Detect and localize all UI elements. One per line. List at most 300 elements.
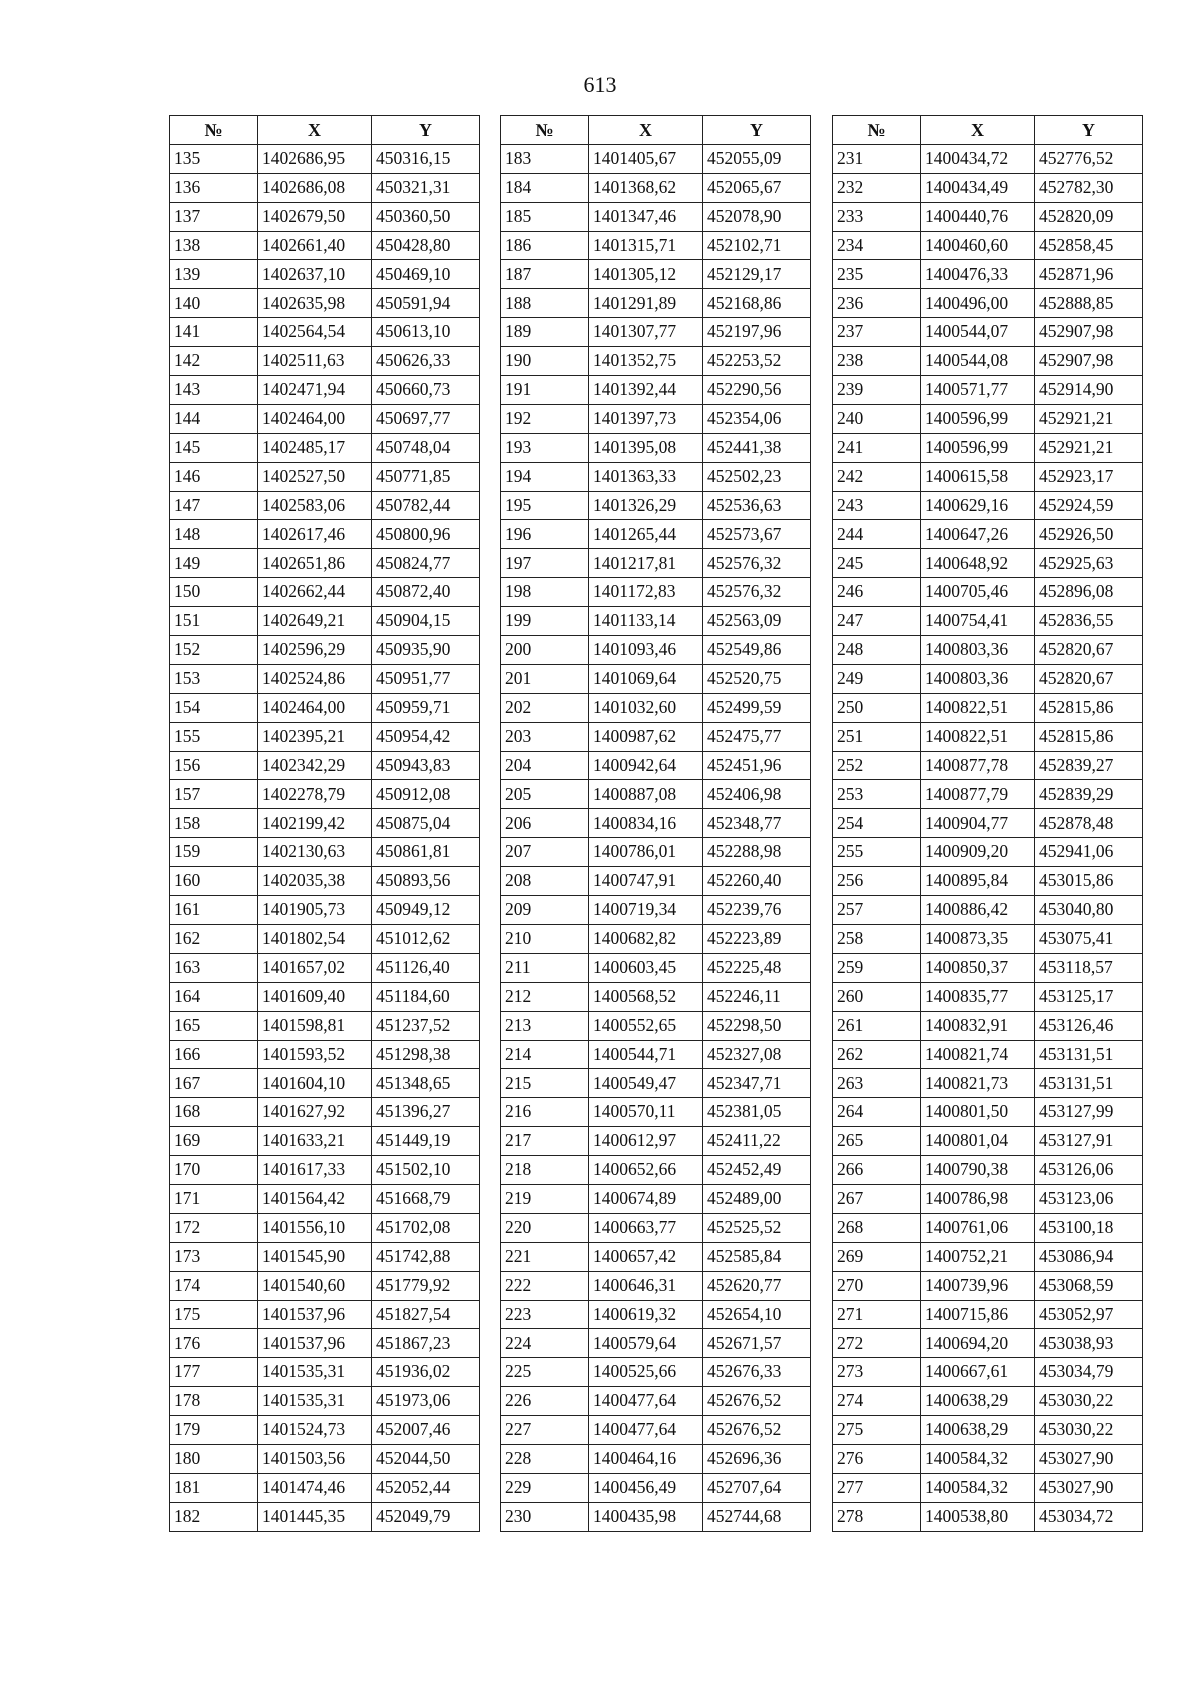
cell-x: 1400596,99 [921,433,1035,462]
cell-number: 138 [170,231,258,260]
cell-y: 453034,79 [1035,1358,1143,1387]
cell-y: 452576,32 [703,549,811,578]
cell-number: 166 [170,1040,258,1069]
cell-x: 1401609,40 [258,982,372,1011]
table-row [170,404,480,433]
table-row [170,347,480,376]
cell-y: 450771,85 [372,462,480,491]
cell-y: 450904,15 [372,607,480,636]
cell-x: 1400460,60 [921,231,1035,260]
cell-number: 263 [833,1069,921,1098]
cell-x: 1400715,86 [921,1300,1035,1329]
cell-number: 243 [833,491,921,520]
table-row [501,549,811,578]
column-header-number: № [501,116,589,145]
cell-number: 234 [833,231,921,260]
cell-number: 250 [833,693,921,722]
cell-x: 1401556,10 [258,1213,372,1242]
cell-y: 453068,59 [1035,1271,1143,1300]
table-row [170,953,480,982]
table-row [170,693,480,722]
cell-x: 1401395,08 [589,433,703,462]
cell-y: 452923,17 [1035,462,1143,491]
table-row [833,1300,1143,1329]
cell-number: 173 [170,1242,258,1271]
cell-x: 1400570,11 [589,1098,703,1127]
cell-x: 1401905,73 [258,896,372,925]
cell-y: 452907,98 [1035,318,1143,347]
cell-x: 1401363,33 [589,462,703,491]
table-row [170,1387,480,1416]
table-row [833,260,1143,289]
cell-x: 1400571,77 [921,376,1035,405]
cell-y: 452049,79 [372,1502,480,1531]
table-header-row [170,116,480,145]
table-row [833,953,1143,982]
table-row [501,607,811,636]
cell-number: 274 [833,1387,921,1416]
cell-x: 1402564,54 [258,318,372,347]
cell-number: 217 [501,1127,589,1156]
cell-x: 1400464,16 [589,1444,703,1473]
cell-number: 229 [501,1473,589,1502]
cell-y: 451449,19 [372,1127,480,1156]
cell-number: 210 [501,924,589,953]
table-row [170,520,480,549]
cell-y: 452576,32 [703,578,811,607]
cell-x: 1401172,83 [589,578,703,607]
cell-number: 182 [170,1502,258,1531]
cell-x: 1401405,67 [589,144,703,173]
cell-number: 275 [833,1416,921,1445]
cell-x: 1402649,21 [258,607,372,636]
cell-y: 452839,29 [1035,780,1143,809]
cell-y: 453127,91 [1035,1127,1143,1156]
cell-y: 452839,27 [1035,751,1143,780]
table-row [833,1040,1143,1069]
cell-y: 450469,10 [372,260,480,289]
cell-x: 1401537,96 [258,1329,372,1358]
cell-number: 206 [501,809,589,838]
cell-number: 140 [170,289,258,318]
cell-x: 1400646,31 [589,1271,703,1300]
cell-y: 450824,77 [372,549,480,578]
table-row [501,144,811,173]
table-row [170,1329,480,1358]
cell-y: 452878,48 [1035,809,1143,838]
cell-y: 452065,67 [703,173,811,202]
cell-number: 276 [833,1444,921,1473]
cell-x: 1401217,81 [589,549,703,578]
cell-number: 223 [501,1300,589,1329]
table-row [170,1069,480,1098]
cell-x: 1400790,38 [921,1156,1035,1185]
cell-number: 245 [833,549,921,578]
table-row [501,896,811,925]
cell-number: 232 [833,173,921,202]
cell-y: 450872,40 [372,578,480,607]
cell-y: 452896,08 [1035,578,1143,607]
table-row [501,1444,811,1473]
table-row [170,1300,480,1329]
cell-number: 175 [170,1300,258,1329]
table-row [833,636,1143,665]
cell-number: 188 [501,289,589,318]
cell-x: 1400603,45 [589,953,703,982]
table-row [501,318,811,347]
table-row [833,318,1143,347]
table-row [501,722,811,751]
cell-number: 255 [833,838,921,867]
table-header-row [501,116,811,145]
cell-number: 273 [833,1358,921,1387]
cell-y: 450875,04 [372,809,480,838]
cell-y: 450428,80 [372,231,480,260]
column-header-y: Y [703,116,811,145]
cell-x: 1401535,31 [258,1387,372,1416]
cell-y: 452858,45 [1035,231,1143,260]
table-row [501,636,811,665]
cell-y: 453086,94 [1035,1242,1143,1271]
cell-x: 1400629,16 [921,491,1035,520]
cell-number: 233 [833,202,921,231]
cell-x: 1400719,34 [589,896,703,925]
cell-x: 1401305,12 [589,260,703,289]
cell-number: 205 [501,780,589,809]
cell-x: 1401326,29 [589,491,703,520]
cell-x: 1400434,72 [921,144,1035,173]
table-row [170,809,480,838]
table-row [833,1358,1143,1387]
cell-number: 251 [833,722,921,751]
table-row [833,722,1143,751]
cell-number: 240 [833,404,921,433]
table-row [501,260,811,289]
cell-y: 453030,22 [1035,1387,1143,1416]
cell-x: 1400596,99 [921,404,1035,433]
cell-number: 212 [501,982,589,1011]
table-row [833,1387,1143,1416]
cell-y: 452676,52 [703,1416,811,1445]
cell-number: 249 [833,664,921,693]
cell-x: 1400434,49 [921,173,1035,202]
cell-y: 450951,77 [372,664,480,693]
cell-x: 1400612,97 [589,1127,703,1156]
cell-number: 184 [501,173,589,202]
table-row [170,1184,480,1213]
cell-y: 453040,80 [1035,896,1143,925]
table-row [833,1502,1143,1531]
cell-number: 242 [833,462,921,491]
cell-number: 163 [170,953,258,982]
cell-y: 452260,40 [703,867,811,896]
cell-number: 246 [833,578,921,607]
table-row [170,1416,480,1445]
cell-y: 452925,63 [1035,549,1143,578]
cell-y: 451184,60 [372,982,480,1011]
cell-number: 227 [501,1416,589,1445]
cell-x: 1401617,33 [258,1156,372,1185]
cell-x: 1400496,00 [921,289,1035,318]
table-row [501,867,811,896]
table-row [501,491,811,520]
cell-x: 1402662,44 [258,578,372,607]
cell-y: 452820,67 [1035,636,1143,665]
cell-x: 1402278,79 [258,780,372,809]
table-row [170,780,480,809]
cell-x: 1401627,92 [258,1098,372,1127]
cell-x: 1400549,47 [589,1069,703,1098]
coordinates-table [169,115,480,1532]
cell-number: 265 [833,1127,921,1156]
table-row [501,924,811,953]
cell-y: 450954,42 [372,722,480,751]
cell-y: 452327,08 [703,1040,811,1069]
cell-x: 1400786,98 [921,1184,1035,1213]
cell-x: 1402035,38 [258,867,372,896]
column-header-x: X [589,116,703,145]
cell-number: 236 [833,289,921,318]
table-row [170,173,480,202]
cell-x: 1400648,92 [921,549,1035,578]
cell-number: 267 [833,1184,921,1213]
table-row [170,924,480,953]
cell-x: 1400987,62 [589,722,703,751]
cell-x: 1402679,50 [258,202,372,231]
cell-number: 244 [833,520,921,549]
table-row [501,809,811,838]
cell-x: 1401032,60 [589,693,703,722]
cell-x: 1401564,42 [258,1184,372,1213]
table-row [833,462,1143,491]
table-row [833,433,1143,462]
cell-x: 1400822,51 [921,693,1035,722]
cell-x: 1402661,40 [258,231,372,260]
table-header-row [833,116,1143,145]
cell-x: 1400652,66 [589,1156,703,1185]
cell-x: 1400477,64 [589,1416,703,1445]
cell-number: 149 [170,549,258,578]
cell-x: 1400544,08 [921,347,1035,376]
table-row [501,1156,811,1185]
cell-y: 450861,81 [372,838,480,867]
cell-y: 451779,92 [372,1271,480,1300]
table-row [501,1358,811,1387]
cell-number: 203 [501,722,589,751]
cell-y: 451502,10 [372,1156,480,1185]
table-row [833,144,1143,173]
cell-y: 452078,90 [703,202,811,231]
cell-number: 207 [501,838,589,867]
cell-number: 270 [833,1271,921,1300]
cell-y: 451827,54 [372,1300,480,1329]
column-header-number: № [833,116,921,145]
table-row [170,1502,480,1531]
table-row [833,173,1143,202]
cell-x: 1402651,86 [258,549,372,578]
cell-y: 450697,77 [372,404,480,433]
cell-number: 187 [501,260,589,289]
cell-x: 1401069,64 [589,664,703,693]
coordinates-table [500,115,811,1532]
cell-y: 450959,71 [372,693,480,722]
cell-number: 247 [833,607,921,636]
cell-x: 1402199,42 [258,809,372,838]
cell-y: 451126,40 [372,953,480,982]
cell-number: 189 [501,318,589,347]
cell-y: 452654,10 [703,1300,811,1329]
table-row [501,751,811,780]
cell-y: 452044,50 [372,1444,480,1473]
cell-number: 215 [501,1069,589,1098]
cell-x: 1401445,35 [258,1502,372,1531]
cell-number: 239 [833,376,921,405]
cell-number: 172 [170,1213,258,1242]
cell-y: 452253,52 [703,347,811,376]
cell-y: 452102,71 [703,231,811,260]
coordinates-table [832,115,1143,1532]
cell-y: 452536,63 [703,491,811,520]
cell-y: 452549,86 [703,636,811,665]
cell-y: 452381,05 [703,1098,811,1127]
cell-y: 452921,21 [1035,404,1143,433]
cell-number: 170 [170,1156,258,1185]
cell-y: 452197,96 [703,318,811,347]
cell-x: 1400638,29 [921,1416,1035,1445]
table-row [170,1473,480,1502]
cell-number: 235 [833,260,921,289]
cell-number: 156 [170,751,258,780]
cell-number: 258 [833,924,921,953]
cell-x: 1400619,32 [589,1300,703,1329]
cell-number: 224 [501,1329,589,1358]
table-row [501,173,811,202]
cell-y: 451396,27 [372,1098,480,1127]
table-row [833,376,1143,405]
cell-x: 1402395,21 [258,722,372,751]
cell-y: 453126,06 [1035,1156,1143,1185]
column-header-x: X [921,116,1035,145]
table-row [833,924,1143,953]
cell-number: 180 [170,1444,258,1473]
table-row [170,982,480,1011]
cell-x: 1402527,50 [258,462,372,491]
cell-number: 204 [501,751,589,780]
table-row [501,1098,811,1127]
table-row [833,751,1143,780]
cell-x: 1400538,80 [921,1502,1035,1531]
cell-y: 452815,86 [1035,693,1143,722]
table-row [170,1242,480,1271]
cell-number: 151 [170,607,258,636]
cell-number: 252 [833,751,921,780]
cell-x: 1402342,29 [258,751,372,780]
cell-y: 452129,17 [703,260,811,289]
cell-x: 1402596,29 [258,636,372,665]
cell-y: 453131,51 [1035,1069,1143,1098]
cell-y: 452499,59 [703,693,811,722]
cell-x: 1401291,89 [589,289,703,318]
cell-y: 452007,46 [372,1416,480,1445]
table-row [170,376,480,405]
cell-y: 452452,49 [703,1156,811,1185]
cell-y: 452451,96 [703,751,811,780]
cell-y: 453127,99 [1035,1098,1143,1127]
cell-x: 1401265,44 [589,520,703,549]
cell-number: 178 [170,1387,258,1416]
cell-y: 452941,06 [1035,838,1143,867]
table-row [833,202,1143,231]
cell-y: 452820,09 [1035,202,1143,231]
table-row [170,896,480,925]
cell-number: 200 [501,636,589,665]
cell-y: 452888,85 [1035,289,1143,318]
cell-x: 1400942,64 [589,751,703,780]
table-row [833,231,1143,260]
cell-y: 453118,57 [1035,953,1143,982]
cell-x: 1400552,65 [589,1011,703,1040]
cell-number: 272 [833,1329,921,1358]
table-row [170,578,480,607]
cell-x: 1400904,77 [921,809,1035,838]
cell-number: 148 [170,520,258,549]
cell-x: 1400821,74 [921,1040,1035,1069]
table-row [501,433,811,462]
cell-y: 453038,93 [1035,1329,1143,1358]
table-row [833,896,1143,925]
table-row [501,1329,811,1358]
cell-x: 1401540,60 [258,1271,372,1300]
cell-y: 450782,44 [372,491,480,520]
table-row [501,404,811,433]
cell-number: 137 [170,202,258,231]
cell-x: 1400657,42 [589,1242,703,1271]
cell-y: 453123,06 [1035,1184,1143,1213]
cell-x: 1400694,20 [921,1329,1035,1358]
cell-y: 452348,77 [703,809,811,838]
cell-number: 261 [833,1011,921,1040]
cell-y: 451237,52 [372,1011,480,1040]
cell-y: 453027,90 [1035,1473,1143,1502]
table-row [170,607,480,636]
cell-number: 264 [833,1098,921,1127]
table-row [501,520,811,549]
cell-y: 452871,96 [1035,260,1143,289]
cell-x: 1400705,46 [921,578,1035,607]
cell-number: 238 [833,347,921,376]
cell-number: 176 [170,1329,258,1358]
table-row [833,1271,1143,1300]
table-row [501,1184,811,1213]
table-row [501,1069,811,1098]
table-row [501,953,811,982]
cell-number: 198 [501,578,589,607]
cell-y: 452288,98 [703,838,811,867]
cell-y: 450800,96 [372,520,480,549]
cell-number: 269 [833,1242,921,1271]
table-row [501,1011,811,1040]
cell-number: 179 [170,1416,258,1445]
cell-number: 141 [170,318,258,347]
cell-number: 146 [170,462,258,491]
cell-y: 452225,48 [703,953,811,982]
cell-x: 1401093,46 [589,636,703,665]
cell-number: 142 [170,347,258,376]
cell-x: 1402617,46 [258,520,372,549]
cell-x: 1400873,35 [921,924,1035,953]
cell-number: 159 [170,838,258,867]
table-row [833,1098,1143,1127]
